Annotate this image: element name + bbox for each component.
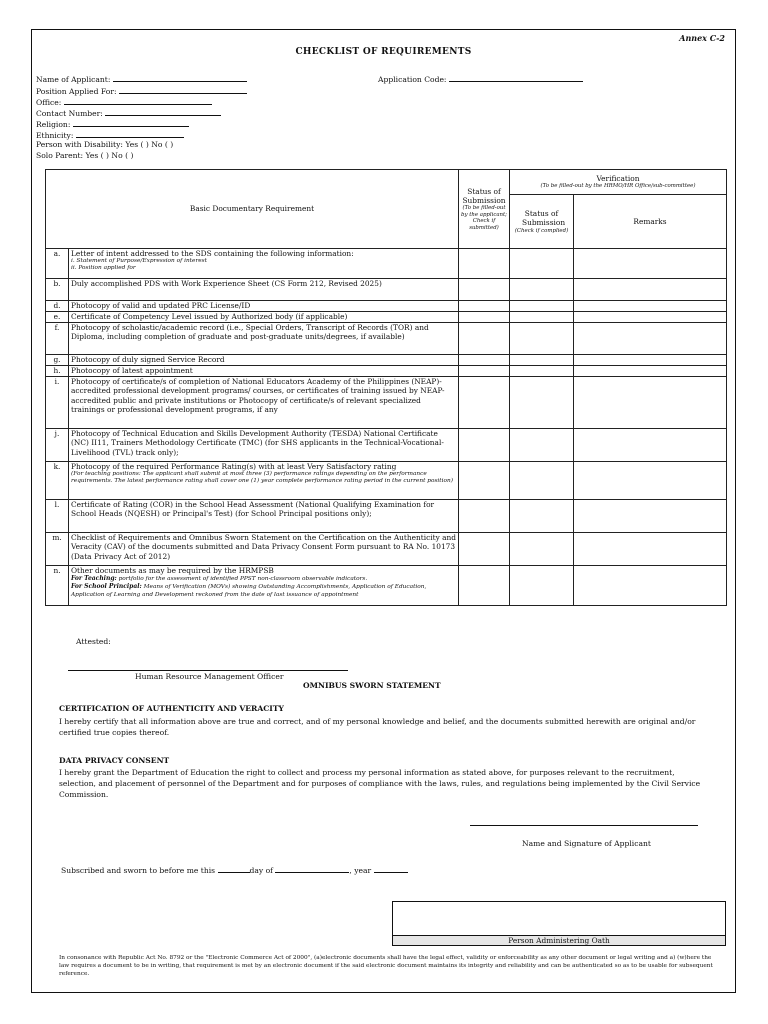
remarks-cell[interactable] — [574, 249, 727, 279]
verified-cell[interactable] — [510, 377, 574, 429]
table-row: b. Duly accomplished PDS with Work Experience Sheet (CS Form 212, Revised 2025) — [46, 279, 727, 301]
cert-heading: CERTIFICATION OF AUTHENTICITY AND VERACITY — [59, 704, 284, 713]
status-cell[interactable] — [459, 500, 510, 533]
status-cell[interactable] — [459, 377, 510, 429]
solo-parent-line[interactable]: Solo Parent: Yes ( ) No ( ) — [36, 151, 134, 160]
remarks-cell[interactable] — [574, 533, 727, 566]
office-input[interactable] — [64, 96, 212, 105]
status-cell[interactable] — [459, 301, 510, 312]
application-code-field[interactable]: Application Code: — [378, 73, 583, 84]
applicant-name-field[interactable]: Name of Applicant: — [36, 73, 247, 84]
verified-cell[interactable] — [510, 323, 574, 355]
ethnicity-input[interactable] — [76, 129, 184, 138]
table-row: j. Photocopy of Technical Education and Skills Development Authority (TESDA) National Certificate (NC) II11, Trainers Methodology Certificate (TMC) (for SHS applicants in the Technical-Vocational-Livelihood (TVL) track only); — [46, 429, 727, 462]
remarks-cell[interactable] — [574, 323, 727, 355]
page-title: CHECKLIST OF REQUIREMENTS — [295, 47, 472, 57]
verified-cell[interactable] — [510, 279, 574, 301]
table-row: g. Photocopy of duly signed Service Record — [46, 355, 727, 366]
table-row: k. Photocopy of the required Performance Rating(s) with at least Very Satisfactory rating (For teaching positions: The applicant shall submit at most three (3) performance ratings depending on the performance requirements. The latest performance rating shall cover one (1) year complete performance rating period in the current position) — [46, 462, 727, 500]
requirements-table — [45, 169, 727, 606]
position-input[interactable] — [119, 85, 247, 94]
footer-note: In consonance with Republic Act No. 8792 or the "Electronic Commerce Act of 2000", (a)electronic documents shall have the legal effect, validity or enforceability as any other document or legal writing and a) (w)here the law requires a document to be in writing, that requirement is met by an electronic document if the said electronic document maintains its integrity and reliability and can be authenticated so as to be usable for subsequent reference. — [59, 955, 713, 977]
sworn-day-input[interactable] — [218, 864, 250, 873]
remarks-cell[interactable] — [574, 301, 727, 312]
cert-text: I hereby certify that all information above are true and correct, and of my personal knowledge and belief, and the documents submitted herewith are original and/or certified true copies thereof. — [59, 717, 696, 737]
status-cell[interactable] — [459, 462, 510, 500]
status-cell[interactable] — [459, 429, 510, 462]
table-row: i. Photocopy of certificate/s of completion of National Educators Academy of the Philippines (NEAP)-accredited professional development programs/ courses, or certificates of training issued by NEAP-accredited public and private institutions or Photocopy of certificate/s of relevant specialized trainings or professional development programs, if any — [46, 377, 727, 429]
oath-label: Person Administering Oath — [392, 935, 726, 946]
remarks-cell[interactable] — [574, 566, 727, 606]
omnibus-title: OMNIBUS SWORN STATEMENT — [303, 681, 441, 690]
status-cell[interactable] — [459, 355, 510, 366]
contact-input[interactable] — [105, 107, 221, 116]
remarks-cell[interactable] — [574, 377, 727, 429]
verified-cell[interactable] — [510, 355, 574, 366]
requirement-header: Basic Documentary Requirement — [46, 170, 459, 249]
table-row: m. Checklist of Requirements and Omnibus Sworn Statement on the Certification on the Authenticity and Veracity (CAV) of the documents submitted and Data Privacy Consent Form pursuant to RA No. 10173 (Data Privacy Act of 2012) — [46, 533, 727, 566]
verified-cell[interactable] — [510, 500, 574, 533]
remarks-cell[interactable] — [574, 429, 727, 462]
remarks-cell[interactable] — [574, 355, 727, 366]
status-cell[interactable] — [459, 323, 510, 355]
status-cell[interactable] — [459, 366, 510, 377]
verified-cell[interactable] — [510, 566, 574, 606]
table-row: a. Letter of intent addressed to the SDS containing the following information: i. Statement of Purpose/Expression of interest ii. Position applied for — [46, 249, 727, 279]
remarks-cell[interactable] — [574, 312, 727, 323]
contact-field[interactable]: Contact Number: — [36, 107, 221, 118]
verified-cell[interactable] — [510, 312, 574, 323]
status-cell[interactable] — [459, 279, 510, 301]
remarks-cell[interactable] — [574, 366, 727, 377]
verified-cell[interactable] — [510, 533, 574, 566]
position-field[interactable]: Position Applied For: — [36, 85, 247, 96]
sworn-line: Subscribed and sworn to before me this day of , year — [61, 864, 408, 875]
sworn-month-input[interactable] — [275, 864, 349, 873]
verified-cell[interactable] — [510, 249, 574, 279]
privacy-heading: DATA PRIVACY CONSENT — [59, 756, 170, 765]
remarks-cell[interactable] — [574, 500, 727, 533]
remarks-cell[interactable] — [574, 462, 727, 500]
privacy-text: I hereby grant the Department of Education the right to collect and process my personal information as stated above, for purposes relevant to the recruitment, selection, and placement of personnel of the Department and for purposes of compliance with the laws, rules, and regulations being implemented by the Civil Service Commission. — [59, 768, 701, 799]
religion-field[interactable]: Religion: — [36, 118, 189, 129]
table-row: l. Certificate of Rating (COR) in the School Head Assessment (National Qualifying Examination for School Heads (NQESH) or Principal's Test) (for School Principal positions only); — [46, 500, 727, 533]
verified-cell[interactable] — [510, 462, 574, 500]
verified-cell[interactable] — [510, 366, 574, 377]
applicant-signature-line[interactable] — [470, 825, 698, 826]
table-row: e. Certificate of Competency Level issued by Authorized body (if applicable) — [46, 312, 727, 323]
annex-label: Annex C-2 — [679, 33, 725, 43]
office-field[interactable]: Office: — [36, 96, 212, 107]
application-code-input[interactable] — [449, 73, 583, 82]
verified-cell[interactable] — [510, 429, 574, 462]
hrmo-label: Human Resource Management Officer — [135, 672, 284, 681]
religion-input[interactable] — [73, 118, 189, 127]
table-row: f. Photocopy of scholastic/academic record (i.e., Special Orders, Transcript of Records (TOR) and Diploma, including completion of graduate and post-graduate units/degrees, if available) — [46, 323, 727, 355]
status-cell[interactable] — [459, 312, 510, 323]
attest-signature-line[interactable] — [68, 670, 348, 671]
ethnicity-field[interactable]: Ethnicity: — [36, 129, 184, 140]
attested-label: Attested: — [76, 637, 111, 646]
status-cell[interactable] — [459, 566, 510, 606]
status-header: Status of Submission (To be filled-out by the applicant; Check if submitted) — [459, 170, 510, 249]
applicant-name-input[interactable] — [113, 73, 247, 82]
verification-header: Verification (To be filled-out by the HRMO/HR Office/sub-committee) — [510, 170, 727, 195]
disability-line[interactable]: Person with Disability: Yes ( ) No ( ) — [36, 140, 174, 149]
remarks-header: Remarks — [574, 195, 727, 249]
checklist-page — [31, 29, 736, 993]
verified-cell[interactable] — [510, 301, 574, 312]
sworn-year-input[interactable] — [374, 864, 408, 873]
verified-status-header: Status of Submission (Check if complied) — [510, 195, 574, 249]
status-cell[interactable] — [459, 249, 510, 279]
table-row: d. Photocopy of valid and updated PRC License/ID — [46, 301, 727, 312]
signature-label: Name and Signature of Applicant — [522, 839, 651, 848]
table-row: h. Photocopy of latest appointment — [46, 366, 727, 377]
status-cell[interactable] — [459, 533, 510, 566]
remarks-cell[interactable] — [574, 279, 727, 301]
table-row: n. Other documents as may be required by the HRMPSB For Teaching: portfolio for the assessment of identified PPST non-classroom observable indicators. For School Principal: Means of Verification (MOVs) showing Outstanding Accomplishments, Application of Education, Application of Learning and Development reckoned from the date of last issuance of appointment — [46, 566, 727, 606]
